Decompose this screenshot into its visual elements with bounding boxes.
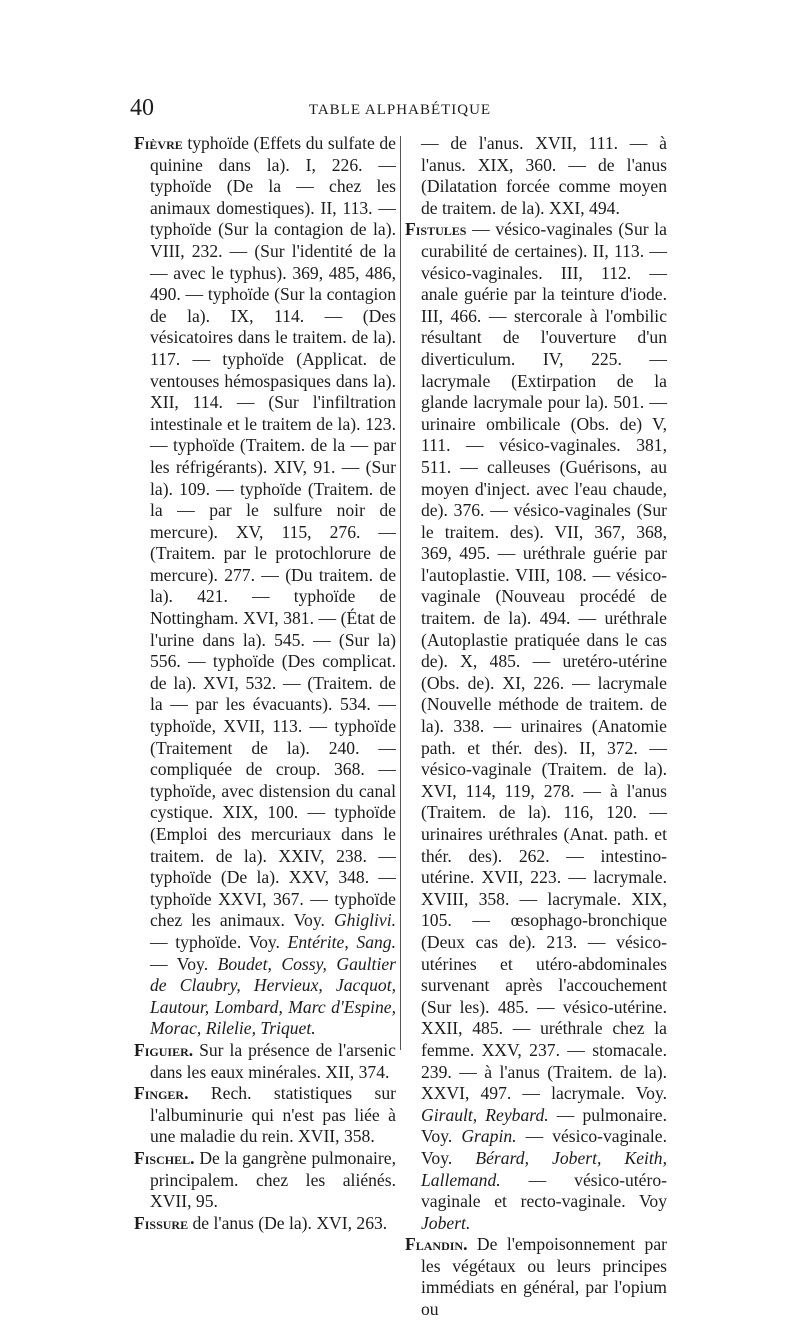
- entry-reference: Girault, Reybard.: [421, 1104, 549, 1125]
- entry-text: — vésico-vaginale. Voy.: [421, 1126, 667, 1168]
- entry-text: — de l'anus. XVII, 111. — à l'anus. XIX, 360. — de l'anus (Dilatation forcée comme moyen de traitem. de la). XXI, 494.: [421, 133, 667, 218]
- entry-text: De l'empoisonnement par les végétaux ou leurs principes immédiats en général, par l'opium ou: [421, 1234, 667, 1320]
- entry-text: typhoïde (Effets du sulfate de quinine dans la). I, 226. — typhoïde (De la — chez les animaux domestiques). II, 113. — typhoïde (Sur la contagion de la). VIII, 232. — (Sur l'identité de la — avec le typhus). 369, 485, 486, 490. — typhoïde (Sur la contagion de la). IX, 114. — (Des vésicatoires dans le traitem. de la). 117. — typhoïde (Applicat. de ventouses hémospasiques dans la). XII, 114. — (Sur l'infiltration intestinale et le traitem de la). 123. — typhoïde (Traitem. de la — par les réfrigérants). XIV, 91. — (Sur la). 109. — typhoïde (Traitem. de la — par le sulfure noir de mercure). XV, 115, 276. — (Traitem. par le protochlorure de mercure). 277. — (Du traitem. de la). 421. — typhoïde de Nottingham. XVI, 381. — (État de l'urine dans la). 545. — (Sur la) 556. — typhoïde (Des complicat. de la). XVI, 532. — (Traitem. de la — par les évacuants). 534. — typhoïde, XVII, 113. — typhoïde (Traitement de la). 240. — compliquée de croup. 368. — typhoïde, avec distension du canal cystique. XIX, 100. — typhoïde (Emploi des mercuriaux dans le traitem. de la). XXIV, 238. — typhoïde (De la). XXV, 348. — typhoïde XXVI, 367. — typhoïde chez les animaux. Voy.: [150, 133, 396, 931]
- entry-headword: Fissure: [134, 1212, 189, 1233]
- entry-text: Rech. statistiques sur l'albuminurie qui n'est pas liée à une maladie du rein. XVII, 358.: [150, 1083, 396, 1147]
- index-entry: [405, 219, 667, 1234]
- entry-text: de l'anus (De la). XVI, 263.: [188, 1212, 388, 1233]
- entry-reference: Bérard, Jobert, Keith, Lallemand.: [421, 1147, 667, 1190]
- index-entry: [134, 1213, 396, 1235]
- index-entry: [405, 1234, 667, 1320]
- entry-text: — typhoïde. Voy.: [150, 931, 288, 952]
- entry-reference: Entérite, Sang.: [287, 931, 396, 952]
- index-entry: [405, 133, 667, 219]
- entry-headword: Figuier.: [134, 1039, 194, 1060]
- entry-headword: Fièvre: [134, 133, 183, 153]
- running-title: TABLE ALPHABÉTIQUE: [308, 102, 492, 118]
- entry-text: — pulmonaire. Voy.: [421, 1104, 667, 1147]
- index-entry: [134, 133, 396, 1040]
- entry-text: — Voy.: [150, 953, 218, 974]
- right-column: [405, 133, 667, 1321]
- entry-headword: Flandin.: [405, 1234, 468, 1255]
- column-divider: [400, 136, 401, 1050]
- entry-headword: Fistules: [405, 219, 467, 240]
- index-entry: [134, 1148, 396, 1213]
- index-entry: [134, 1040, 396, 1083]
- page-number: 40: [130, 95, 154, 121]
- index-entry: [134, 1083, 396, 1148]
- entry-reference: Ghiglivi.: [333, 910, 396, 931]
- entry-text: — vésico-vaginales (Sur la curabilité de certaines). II, 113. — vésico-vaginales. III, 112. — anale guérie par la teinture d'iode. III, 466. — stercorale à l'ombilic résultant de l'ouverture d'un diverticulum. IV, 225. — lacrymale (Extirpation de la glande lacrymale pour la). 501. — urinaire ombilicale (Obs. de) V, 111. — vésico-vaginales. 381, 511. — calleuses (Guérisons, au moyen d'inject. avec l'eau chaude, de). 376. — vésico-vaginales (Sur le traitem. des). VII, 367, 368, 369, 495. — uréthrale guérie par l'autoplastie. VIII, 108. — vésico-vaginale (Nouveau procédé de traitem. de la). 494. — uréthrale (Autoplastie pratiquée dans le cas de). X, 485. — uretéro-utérine (Obs. de). XI, 226. — lacrymale (Nouvelle méthode de traitem. de la). 338. — urinaires (Anatomie path. et thér. des). II, 372. — vésico-vaginale (Traitem. de la). XVI, 114, 119, 278. — à l'anus (Traitem. de la). 116, 120. — urinaires uréthrales (Anat. path. et thér. des). 262. — intestino-utérine. XVII, 223. — lacrymale. XVIII, 358. — lacrymale. XIX, 105. — œsophago-bronchique (Deux cas de). 213. — vésico-utérines et utéro-abdominales survenant après l'accouchement (Sur les). 485. — vésico-utérine. XXII, 485. — uréthrale chez la femme. XXV, 237. — stomacale. 239. — à l'anus (Traitem. de la). XXVI, 497. — lacrymale. Voy.: [421, 219, 667, 1104]
- entry-text: — vésico-utéro-vaginale et recto-vaginale. Voy: [421, 1169, 667, 1212]
- left-column: [134, 133, 396, 1234]
- entry-text: De la gangrène pulmonaire, principalem. chez les aliénés. XVII, 95.: [150, 1147, 396, 1212]
- entry-headword: Finger.: [134, 1083, 189, 1104]
- entry-reference: Grapin.: [461, 1126, 517, 1147]
- entry-reference: Boudet, Cossy, Gaultier de Claubry, Hervieux, Jacquot, Lautour, Lombard, Marc d'Espine, Morac, Rilelie, Triquet.: [150, 953, 396, 1039]
- entry-headword: Fischel.: [134, 1147, 195, 1168]
- entry-text: Sur la présence de l'arsenic dans les eaux minérales. XII, 374.: [150, 1039, 396, 1082]
- entry-reference: Jobert.: [421, 1212, 471, 1233]
